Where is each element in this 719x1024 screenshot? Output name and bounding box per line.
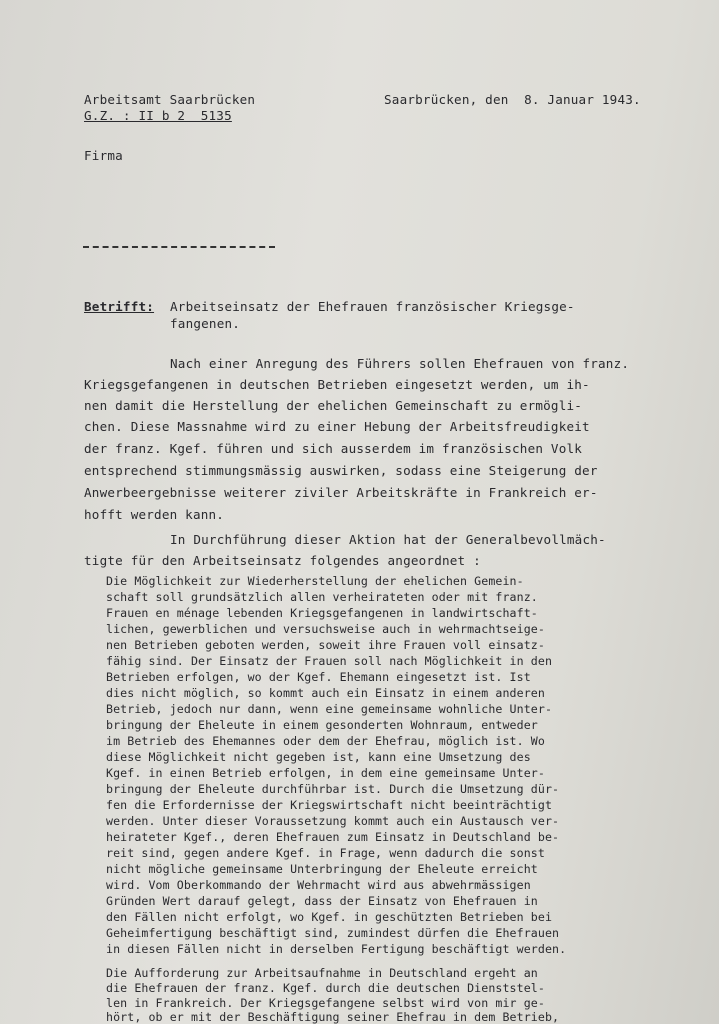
quote-line: heirateter Kgef., deren Ehefrauen zum Einsatz in Deutschland be- xyxy=(106,830,560,844)
quote-line: bringung der Eheleute in einem gesonderten Wohnraum, entweder xyxy=(106,718,538,732)
subject-label: Betrifft: xyxy=(84,299,155,314)
quote-line: in diesen Fällen nicht in derselben Fertigung beschäftigt werden. xyxy=(106,942,567,956)
quote-line: dies nicht möglich, so kommt auch ein Einsatz in einem anderen xyxy=(106,686,545,700)
quote-line: bringung der Eheleute durchführbar ist. Durch die Umsetzung dür- xyxy=(106,782,560,796)
paragraph-line: Die Aufforderung zur Arbeitsaufnahme in Deutschland ergeht an xyxy=(106,966,538,980)
quote-line: Geheimfertigung beschäftigt sind, zumindest dürfen die Ehefrauen xyxy=(106,926,560,940)
paragraph-line: chen. Diese Massnahme wird zu einer Hebung der Arbeitsfreudigkeit xyxy=(84,419,590,434)
reference-number: G.Z. : II b 2 5135 xyxy=(84,108,232,123)
subject-line: Arbeitseinsatz der Ehefrauen französischer Kriegsge- xyxy=(170,299,575,314)
quote-line: Betrieben erfolgen, wo der Kgef. Ehemann eingesetzt ist. Ist xyxy=(106,670,531,684)
paragraph-line: entsprechend stimmungsmässig auswirken, sodass eine Steigerung der xyxy=(84,463,598,478)
paragraph-line: tigte für den Arbeitseinsatz folgendes angeordnet : xyxy=(84,553,481,568)
quote-line: Frauen en ménage lebenden Kriegsgefangenen in landwirtschaft- xyxy=(106,606,538,620)
quote-line: Gründen Wert darauf gelegt, dass der Einsatz von Ehefrauen in xyxy=(106,894,538,908)
quote-line: Die Möglichkeit zur Wiederherstellung der ehelichen Gemein- xyxy=(106,574,524,588)
quote-line: fähig sind. Der Einsatz der Frauen soll nach Möglichkeit in den xyxy=(106,654,553,668)
paragraph-line: die Ehefrauen der franz. Kgef. durch die deutschen Dienststel- xyxy=(106,981,545,995)
quote-line: Betrieb, jedoch nur dann, wenn eine gemeinsame wohnliche Unter- xyxy=(106,702,553,716)
quote-line: fen die Erfordernisse der Kriegswirtschaft nicht beeinträchtigt xyxy=(106,798,553,812)
quote-line: lichen, gewerblichen und versuchsweise auch in wehrmachtseige- xyxy=(106,622,545,636)
paragraph-line: Anwerbeergebnisse weiterer ziviler Arbeitskräfte in Frankreich er- xyxy=(84,485,598,500)
quote-line: diese Möglichkeit nicht gegeben ist, kann eine Umsetzung des xyxy=(106,750,531,764)
quote-line: schaft soll grundsätzlich allen verheirateten oder mit franz. xyxy=(106,590,538,604)
quote-line: reit sind, gegen andere Kgef. in Frage, wenn dadurch die sonst xyxy=(106,846,545,860)
place-date: Saarbrücken, den 8. Januar 1943. xyxy=(384,92,641,107)
quote-line: Kgef. in einen Betrieb erfolgen, in dem eine gemeinsame Unter- xyxy=(106,766,545,780)
quote-line: wird. Vom Oberkommando der Wehrmacht wird aus abwehrmässigen xyxy=(106,878,531,892)
paragraph-line: Kriegsgefangenen in deutschen Betrieben eingesetzt werden, um ih- xyxy=(84,377,590,392)
office-name: Arbeitsamt Saarbrücken xyxy=(84,92,256,107)
paragraph-line: hört, ob er mit der Beschäftigung seiner Ehefrau in dem Betrieb, xyxy=(106,1010,560,1024)
paragraph-line: hofft werden kann. xyxy=(84,507,225,522)
paragraph-line: len in Frankreich. Der Kriegsgefangene selbst wird von mir ge- xyxy=(106,996,545,1010)
addressee-blank-line xyxy=(83,246,275,248)
addressee-label: Firma xyxy=(84,148,123,163)
paragraph-line: In Durchführung dieser Aktion hat der Generalbevollmäch- xyxy=(170,532,606,547)
paragraph-line: nen damit die Herstellung der ehelichen Gemeinschaft zu ermögli- xyxy=(84,398,583,413)
quote-line: den Fällen nicht erfolgt, wo Kgef. in geschützten Betrieben bei xyxy=(106,910,553,924)
quote-line: werden. Unter dieser Voraussetzung kommt auch ein Austausch ver- xyxy=(106,814,560,828)
paragraph-line: der franz. Kgef. führen und sich ausserdem im französischen Volk xyxy=(84,441,583,456)
quote-line: nen Betrieben geboten werden, soweit ihre Frauen voll einsatz- xyxy=(106,638,545,652)
subject-line: fangenen. xyxy=(170,316,241,331)
paragraph-line: Nach einer Anregung des Führers sollen Ehefrauen von franz. xyxy=(170,356,630,371)
quote-line: im Betrieb des Ehemannes oder dem der Ehefrau, möglich ist. Wo xyxy=(106,734,545,748)
quote-line: nicht mögliche gemeinsame Unterbringung der Eheleute erreicht xyxy=(106,862,538,876)
